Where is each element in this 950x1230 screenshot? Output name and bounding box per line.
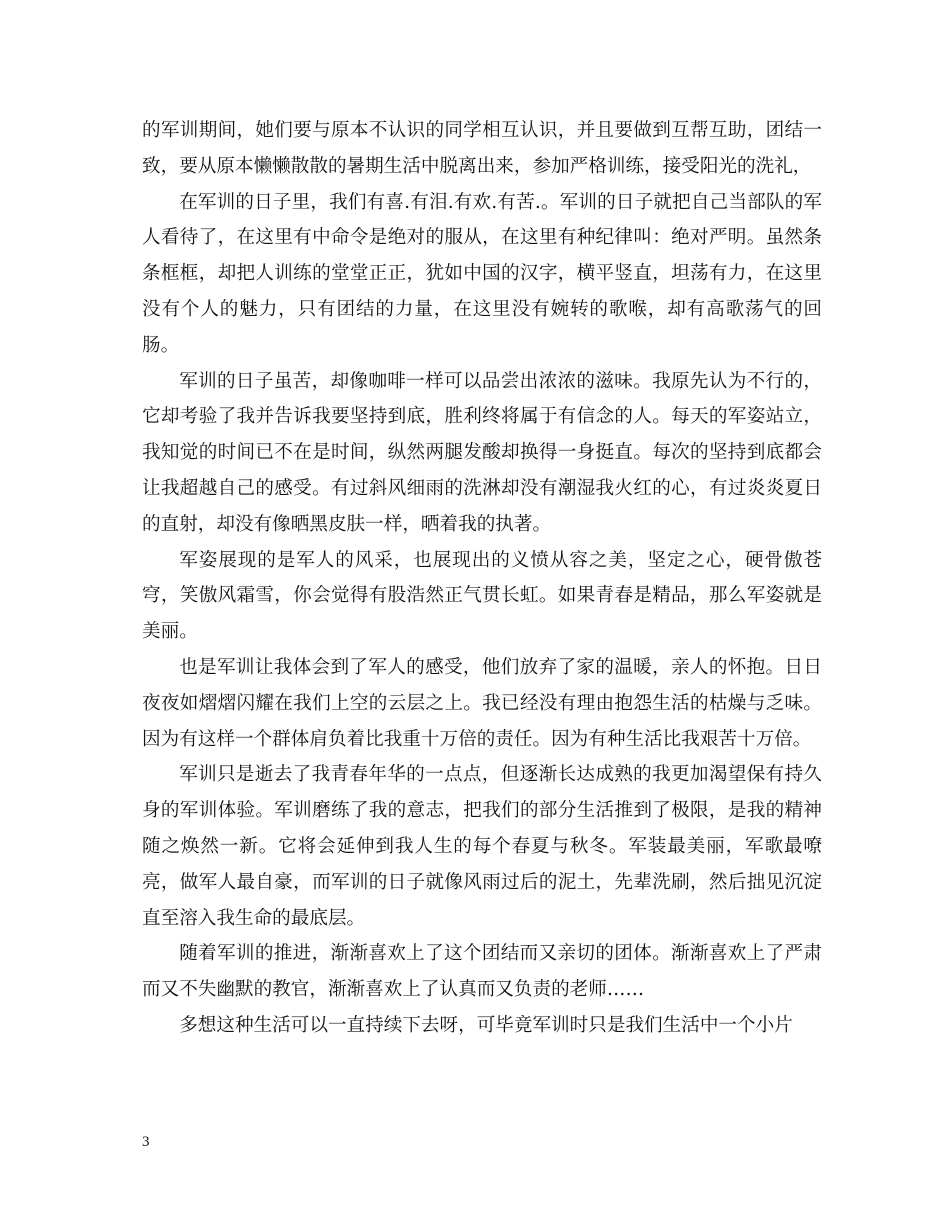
page-number: 3 [142, 1134, 150, 1150]
paragraph-1: 的军训期间，她们要与原本不认识的同学相互认识，并且要做到互帮互助，团结一致，要从原本懒懒散散的暑期生活中脱离出来，参加严格训练，接受阳光的洗礼， [142, 120, 822, 177]
paragraph-2: 在军训的日子里，我们有喜.有泪.有欢.有苦.。军训的日子就把自己当部队的军人看待了，在这里有中命令是绝对的服从，在这里有种纪律叫：绝对严明。虽然条条框框，却把人训练的堂堂正正，犹如中国的汉字，横平竖直，坦荡有力，在这里没有个人的魅力，只有团结的力量，在这里没有婉转的歌喉，却有高歌荡气的回肠。 [142, 191, 822, 356]
document-body [142, 113, 822, 1044]
paragraph-7: 随着军训的推进，渐渐喜欢上了这个团结而又亲切的团体。渐渐喜欢上了严肃而又不失幽默的教官，渐渐喜欢上了认真而又负责的老师…… [142, 943, 822, 1001]
paragraph-4: 军姿展现的是军人的风采，也展现出的义愤从容之美，坚定之心，硬骨傲苍穹，笑傲风霜雪，你会觉得有股浩然正气贯长虹。如果青春是精品，那么军姿就是美丽。 [142, 549, 822, 643]
paragraph-6: 军训只是逝去了我青春年华的一点点，但逐渐长达成熟的我更加渴望保有持久身的军训体验。军训磨练了我的意志，把我们的部分生活推到了极限，是我的精神随之焕然一新。它将会延伸到我人生的每个春夏与秋冬。军装最美丽，军歌最嘹亮，做军人最自豪，而军训的日子就像风雨过后的泥土，先辈洗刷，然后拙见沉淀直至溶入我生命的最底层。 [142, 764, 822, 929]
paragraph-3: 军训的日子虽苦，却像咖啡一样可以品尝出浓浓的滋味。我原先认为不行的，它却考验了我并告诉我要坚持到底，胜利终将属于有信念的人。每天的军姿站立，我知觉的时间已不在是时间，纵然两腿发酸却换得一身挺直。每次的坚持到底都会让我超越自己的感受。有过斜风细雨的洗淋却没有潮湿我火红的心，有过炎炎夏日的直射，却没有像晒黑皮肤一样，晒着我的执著。 [142, 370, 822, 535]
paragraph-5: 也是军训让我体会到了军人的感受，他们放弃了家的温暖，亲人的怀抱。日日夜夜如熠熠闪耀在我们上空的云层之上。我已经没有理由抱怨生活的枯燥与乏味。因为有这样一个群体肩负着比我重十万倍的责任。因为有种生活比我艰苦十万倍。 [142, 656, 822, 750]
paragraph-8: 多想这种生活可以一直持续下去呀，可毕竟军训时只是我们生活中一个小片 [179, 1014, 793, 1036]
